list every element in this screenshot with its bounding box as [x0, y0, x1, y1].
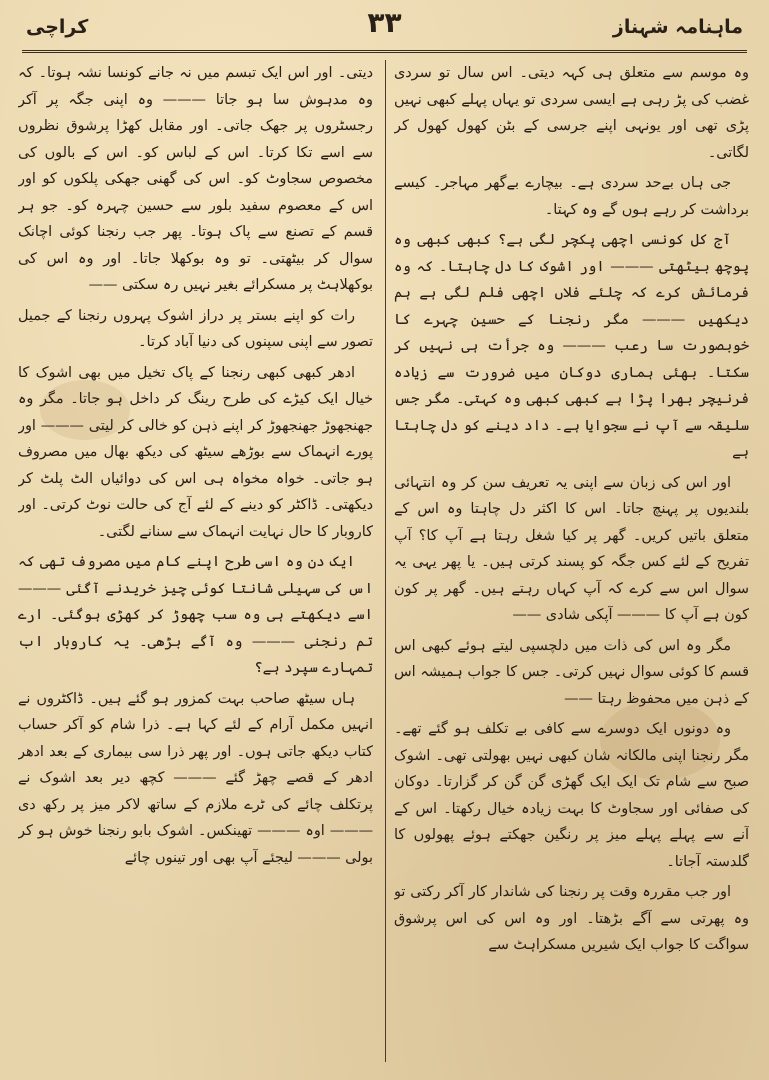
paragraph: وہ دونوں ایک دوسرے سے کافی بے تکلف ہو گئے تھے۔ مگر رنجنا اپنی مالکانہ شان کبھی نہیں بھولتی تھی۔ اشوک صبح سے شام تک ایک ایک گھڑی گن گن کر گزارتا۔ دوکان کی صفائی اور سجاوٹ کا بہت زیادہ خیال رکھتا۔ اس کے آنے سے پہلے پہلے میز پر رنگین جھکتے ہوئے پھولوں کا گلدستہ آجاتا۔ — [394, 721, 749, 870]
column-divider — [385, 60, 386, 1062]
paragraph: جی ہاں بےحد سردی ہے۔ بیچارے بےگھر مہاجر۔ کیسے برداشت کر رہے ہوں گے وہ کہتا۔ — [394, 175, 749, 218]
magazine-title: ماہنامہ شہناز — [612, 16, 743, 38]
left-column — [18, 60, 373, 1062]
page-number: ۳۳ — [367, 6, 402, 39]
paragraph: اور اس کی زبان سے اپنی یہ تعریف سن کر وہ انتہائی بلندیوں پر پہنچ جاتا۔ اس کا اکثر دل چاہتا وہ اس کے متعلق باتیں کریں۔ گھر پر کیا شغل رہتا ہے آپ کا؟ آپ تفریح کے لئے کس جگہ کو پسند کرتی ہیں۔ یا پھر یہی یہ سوال اس سے کرے کہ آپ کہاں رہتے ہیں۔ گھر پر کون کون ہے آپ کا ——— آپکی شادی —— — [394, 474, 749, 623]
paragraph: ہاں سیٹھ صاحب بہت کمزور ہو گئے ہیں۔ ڈاکٹروں نے انہیں مکمل آرام کے لئے کہا ہے۔ ذرا شام کو آکر حساب کتاب دیکھ جاتی ہوں۔ اور پھر ذرا سی بیماری کے بعد ادھر ادھر کے قصے چھڑ گئے ——— کچھ دیر بعد اشوک نے پرتکلف چائے کی ٹرے ملازم کے ساتھ لاکر میز پر رکھ دی ——— اوہ ——— تھینکس۔ اشوک بابو رنجنا خوش ہو کر بولی ——— لیجئے آپ بھی اور تینوں چائے — [18, 690, 373, 866]
paragraph: دیتی۔ اور اس ایک تبسم میں نہ جانے کونسا نشہ ہوتا۔ کہ وہ مدہوش سا ہو جاتا ——— وہ اپنی جگہ پر آکر رجسٹروں پر جھک جاتی۔ اور مقابل کھڑا پرشوق نظروں سے اسے تکا کرتا۔ اس کے لباس کو۔ اس کے بالوں کی مخصوص سجاوٹ کو۔ اس کی گھنی جھکی پلکوں کو اور اس کے معصوم سفید بلور سے حسین چہرہ کو۔ جو ہر قسم کے تصنع سے پاک ہوتا۔ پھر جب رنجنا کوئی اچانک سوال کر بیٹھتی۔ تو وہ بوکھلا جاتا۔ اور وہ اس کی بوکھلاہٹ پر مسکرائے بغیر نہیں رہ سکتی —— — [18, 65, 373, 293]
paragraph: ایک دن وہ اسی طرح اپنے کام میں مصروف تھی کہ اس کی سہیلی شانتا کوئی چیز خریدنے آگئی ——— اسے دیکھتے ہی وہ سب چھوڑ کر کھڑی ہوگئی۔ ارے تم رنجنی ——— وہ آگے بڑھی۔ یہ کاروبار اب تمہارے سپرد ہے؟ — [18, 554, 373, 676]
page-header — [22, 6, 747, 53]
right-column — [394, 60, 749, 1062]
paragraph: اور جب مقررہ وقت پر رنجنا کی شاندار کار آکر رکتی تو وہ پھرتی سے آگے بڑھتا۔ اور وہ اس کی اس پرشوق سواگت کا جواب ایک شیریں مسکراہٹ سے — [394, 884, 749, 953]
paragraph: رات کو اپنے بستر پر دراز اشوک پہروں رنجنا کے جمیل تصور سے اپنی سپنوں کی دنیا آباد کرتا۔ — [18, 307, 373, 350]
paragraph: ادھر کبھی کبھی رنجنا کے پاک تخیل میں بھی اشوک کا خیال ایک کیڑے کی طرح رینگ کر داخل ہو جاتا۔ مگر وہ جھنجھوڑ جھنجھوڑ کر اپنے ذہن کو خالی کر لیتی ——— اور پورے انہماک سے بوڑھے سیٹھ کی دیکھ بھال میں مصروف ہو جاتی۔ خواہ مخواہ ہی اس کی دوائیاں الٹ پلٹ کر دیکھتی۔ ڈاکٹر کو دینے کے لئے آج کی حالت نوٹ کرتی۔ اور کاروبار کا حال نہایت انہماک سے سنانے لگتی۔ — [18, 364, 373, 540]
city-name: کراچی — [26, 16, 89, 38]
paragraph: مگر وہ اس کی ذات میں دلچسپی لیتے ہوئے کبھی اس قسم کا کوئی سوال نہیں کرتی۔ جس کا جواب ہمیشہ اس کے ذہن میں محفوظ رہتا —— — [394, 637, 749, 707]
paragraph: آج کل کونسی اچھی پکچر لگی ہے؟ کبھی کبھی وہ پوچھ بیٹھتی ——— اور اشوک کا دل چاہتا۔ کہ وہ فرمائش کرے کہ چلئے فلاں اچھی فلم لگی ہے ہم دیکھیں ——— مگر رنجنا کے حسین چہرے کا خوبصورت سا رعب ——— وہ جرأت ہی نہیں کر سکتا۔ بھئی ہماری دوکان میں ضرورت سے زیادہ فرنیچر بھرا پڑا ہے کبھی کبھی وہ کہتی۔ مگر جس سلیقہ سے آپ نے سجوایا ہے۔ داد دینے کو دل چاہتا ہے — [394, 232, 749, 460]
paragraph: وہ موسم سے متعلق ہی کہہ دیتی۔ اس سال تو سردی غضب کی پڑ رہی ہے ایسی سردی تو یہاں پہلے کبھی نہیں پڑی تھی اور یونہی اپنے جرسی کے بٹن کھول کھول کر لگاتی۔ — [394, 65, 749, 161]
